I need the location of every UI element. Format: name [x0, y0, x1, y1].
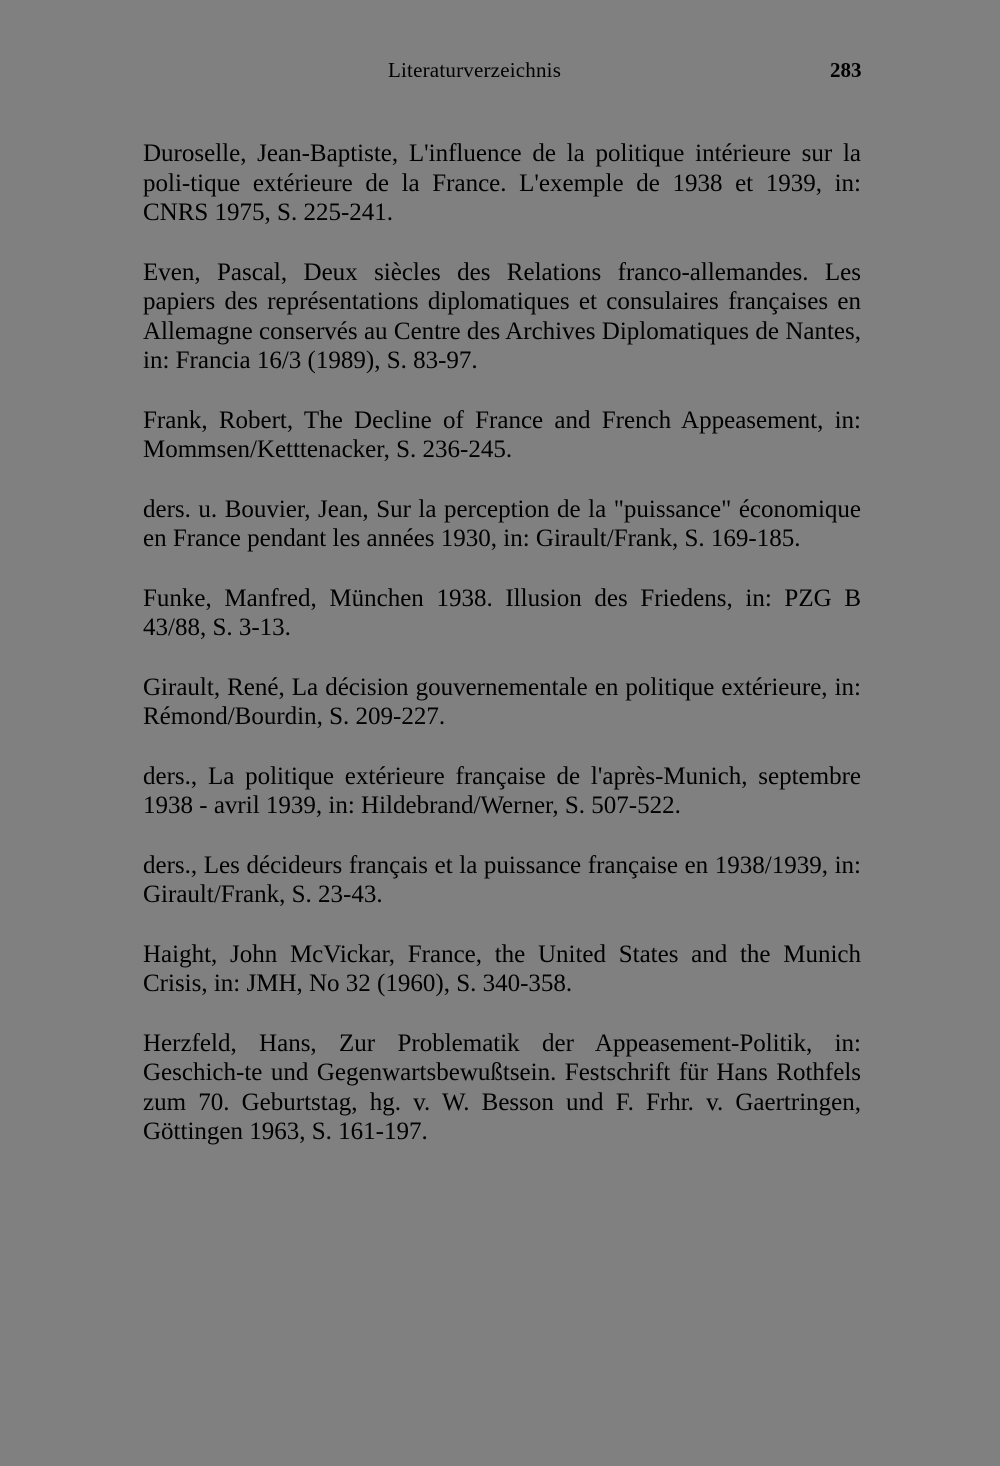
bibliography-entry: Haight, John McVickar, France, the United States and the Munich Crisis, in: JMH, No 32 (1960), S. 340-358. — [143, 940, 861, 997]
bibliography-entry: Frank, Robert, The Decline of France and French Appeasement, in: Mommsen/Ketttenacker, S. 236-245. — [143, 406, 861, 463]
running-title: Literaturverzeichnis — [388, 58, 562, 82]
bibliography-entry: Funke, Manfred, München 1938. Illusion des Friedens, in: PZG B 43/88, S. 3-13. — [143, 584, 861, 641]
bibliography-entry: Even, Pascal, Deux siècles des Relations franco-allemandes. Les papiers des représentations diplomatiques et consulaires françaises en Allemagne conservés au Centre des Archives Diplomatiques de Nantes, in: Francia 16/3 (1989), S. 83-97. — [143, 258, 861, 374]
bibliography-entry: ders., La politique extérieure française de l'après-Munich, septembre 1938 - avril 1939, in: Hildebrand/Werner, S. 507-522. — [143, 762, 861, 819]
bibliography-entry: ders., Les décideurs français et la puissance française en 1938/1939, in: Girault/Frank, S. 23-43. — [143, 851, 861, 908]
page-header — [0, 58, 1000, 88]
bibliography-list — [143, 139, 861, 1177]
bibliography-entry: Duroselle, Jean-Baptiste, L'influence de la politique intérieure sur la poli-tique extérieure de la France. L'exemple de 1938 et 1939, in: CNRS 1975, S. 225-241. — [143, 140, 861, 226]
bibliography-entry: Herzfeld, Hans, Zur Problematik der Appeasement-Politik, in: Geschich-te und Gegenwartsbewußtsein. Festschrift für Hans Rothfels zum 70. Geburtstag, hg. v. W. Besson und F. Frhr. v. Gaertringen, Göttingen 1963, S. 161-197. — [143, 1029, 861, 1145]
bibliography-entry: ders. u. Bouvier, Jean, Sur la perception de la "puissance" économique en France pendant les années 1930, in: Girault/Frank, S. 169-185. — [143, 495, 861, 552]
bibliography-entry: Girault, René, La décision gouvernementale en politique extérieure, in: Rémond/Bourdin, S. 209-227. — [143, 673, 861, 730]
page-number: 283 — [830, 58, 862, 82]
